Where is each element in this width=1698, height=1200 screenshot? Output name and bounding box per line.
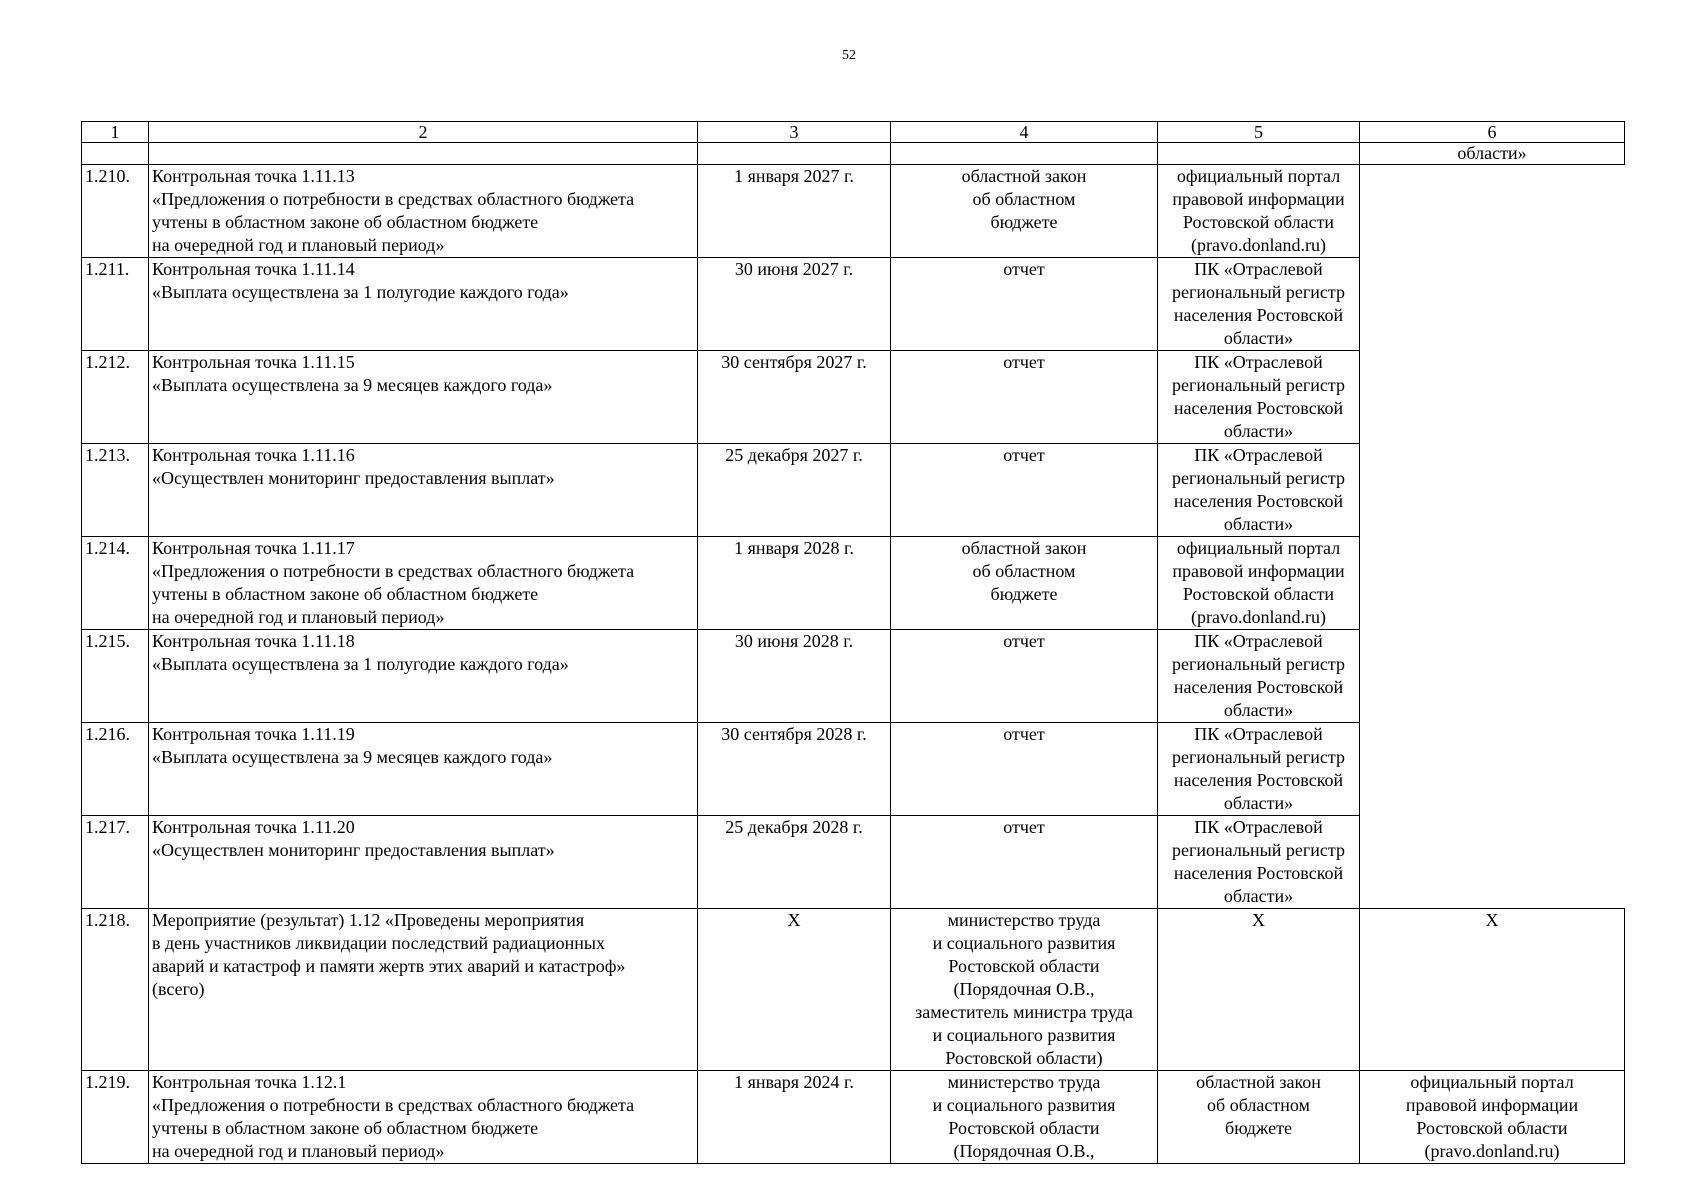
row-number: 1.217. bbox=[82, 816, 149, 909]
document-cell-line: отчет bbox=[1003, 631, 1045, 651]
source-cell-line: населения Ростовской bbox=[1173, 677, 1344, 697]
column-number: 2 bbox=[149, 122, 698, 143]
description-cell-line: Контрольная точка 1.11.20 bbox=[152, 817, 355, 837]
date-cell: 1 января 2024 г. bbox=[698, 1071, 891, 1164]
source-cell-line: ПК «Отраслевой bbox=[1194, 724, 1323, 744]
continuation-row bbox=[82, 143, 1625, 165]
source-cell-line: ПК «Отраслевой bbox=[1194, 445, 1323, 465]
description-cell-line: «Осуществлен мониторинг предоставления выплат» bbox=[152, 840, 555, 860]
table-row bbox=[82, 165, 1625, 258]
source-cell bbox=[1360, 909, 1625, 1071]
document-cell-line: отчет bbox=[1003, 724, 1045, 744]
document-cell bbox=[1158, 909, 1360, 1071]
source-cell: области» bbox=[1360, 143, 1625, 165]
row-number: 1.215. bbox=[82, 630, 149, 723]
description-cell bbox=[149, 630, 698, 723]
description-cell-line: Контрольная точка 1.11.13 bbox=[152, 166, 355, 186]
source-cell-line: (pravo.donland.ru) bbox=[1424, 1141, 1560, 1161]
column-number: 4 bbox=[891, 122, 1158, 143]
source-cell-line: ПК «Отраслевой bbox=[1194, 352, 1323, 372]
source-cell-line: ПК «Отраслевой bbox=[1194, 259, 1323, 279]
source-cell bbox=[1158, 630, 1360, 723]
source-cell-line: правовой информации bbox=[1172, 189, 1345, 209]
source-cell-line: правовой информации bbox=[1172, 561, 1345, 581]
source-cell-line: официальный портал bbox=[1410, 1072, 1574, 1092]
description-cell bbox=[149, 258, 698, 351]
date-cell: 30 сентября 2027 г. bbox=[698, 351, 891, 444]
source-cell-line: официальный портал bbox=[1176, 538, 1341, 558]
document-cell-line: об областном bbox=[1207, 1095, 1310, 1115]
cell bbox=[1158, 143, 1360, 165]
control-points-group bbox=[82, 165, 1625, 909]
row-number: 1.218. bbox=[82, 909, 149, 1071]
column-number: 5 bbox=[1158, 122, 1360, 143]
table-row bbox=[82, 444, 1625, 537]
source-cell-line: населения Ростовской bbox=[1173, 305, 1344, 325]
source-cell-line: X bbox=[1485, 910, 1499, 930]
description-cell-line: учтены в областном законе об областном бюджете bbox=[152, 1118, 539, 1138]
date-cell: X bbox=[698, 909, 891, 1071]
source-cell-line: региональный регистр bbox=[1172, 654, 1345, 674]
description-cell bbox=[149, 351, 698, 444]
column-numbers-row bbox=[82, 122, 1625, 143]
document-cell bbox=[891, 537, 1158, 630]
date-cell: 30 июня 2028 г. bbox=[698, 630, 891, 723]
source-cell bbox=[1158, 258, 1360, 351]
date-cell: 30 сентября 2028 г. bbox=[698, 723, 891, 816]
description-cell-line: (всего) bbox=[152, 979, 205, 999]
event-rows bbox=[82, 909, 1625, 1164]
source-cell bbox=[1158, 165, 1360, 258]
row-number: 1.213. bbox=[82, 444, 149, 537]
description-cell-line: в день участников ликвидации последствий радиационных bbox=[152, 933, 605, 953]
table-row bbox=[82, 258, 1625, 351]
document-cell-line: бюджете bbox=[990, 212, 1058, 232]
description-cell bbox=[149, 723, 698, 816]
description-cell bbox=[149, 909, 698, 1071]
document-cell bbox=[1158, 1071, 1360, 1164]
document-cell-line: областной закон bbox=[1196, 1072, 1321, 1092]
source-cell-line: ПК «Отраслевой bbox=[1194, 817, 1323, 837]
source-cell bbox=[1158, 444, 1360, 537]
description-cell-line: учтены в областном законе об областном бюджете bbox=[152, 212, 539, 232]
source-cell-line: правовой информации bbox=[1405, 1095, 1579, 1115]
responsible-cell bbox=[891, 909, 1158, 1071]
cell bbox=[82, 143, 149, 165]
source-cell-line: официальный портал bbox=[1176, 166, 1341, 186]
date-cell: 1 января 2027 г. bbox=[698, 165, 891, 258]
description-cell-line: «Осуществлен мониторинг предоставления выплат» bbox=[152, 468, 555, 488]
document-cell-line: бюджете bbox=[1225, 1118, 1292, 1138]
source-cell bbox=[1158, 351, 1360, 444]
description-cell bbox=[149, 444, 698, 537]
source-cell-line: региональный регистр bbox=[1172, 468, 1345, 488]
description-cell-line: Контрольная точка 1.12.1 bbox=[152, 1072, 347, 1092]
document-cell-line: отчет bbox=[1003, 352, 1045, 372]
description-cell-line: «Выплата осуществлена за 1 полугодие каждого года» bbox=[152, 654, 569, 674]
description-cell-line: «Выплата осуществлена за 1 полугодие каждого года» bbox=[152, 282, 569, 302]
source-cell-line: региональный регистр bbox=[1172, 375, 1345, 395]
description-cell-line: «Предложения о потребности в средствах областного бюджета bbox=[152, 189, 635, 209]
responsible-cell-line: заместитель министра труда bbox=[915, 1002, 1133, 1022]
column-number: 3 bbox=[698, 122, 891, 143]
table-row bbox=[82, 630, 1625, 723]
document-cell bbox=[891, 723, 1158, 816]
page-number: 52 bbox=[842, 48, 856, 63]
source-cell-line: населения Ростовской bbox=[1173, 398, 1344, 418]
document-cell-line: отчет bbox=[1003, 259, 1045, 279]
table-row bbox=[82, 351, 1625, 444]
description-cell-line: Контрольная точка 1.11.17 bbox=[152, 538, 355, 558]
responsible-cell-line: министерство труда bbox=[947, 910, 1101, 930]
document-cell-line: об областном bbox=[972, 561, 1076, 581]
responsible-cell-line: (Порядочная О.В., bbox=[953, 979, 1095, 999]
document-cell-line: отчет bbox=[1003, 445, 1045, 465]
document-cell-line: об областном bbox=[972, 189, 1076, 209]
description-cell-line: «Выплата осуществлена за 9 месяцев каждого года» bbox=[152, 375, 553, 395]
row-number: 1.214. bbox=[82, 537, 149, 630]
column-number: 6 bbox=[1360, 122, 1625, 143]
source-cell-line: области» bbox=[1223, 514, 1294, 534]
cell bbox=[149, 143, 698, 165]
source-cell bbox=[1158, 723, 1360, 816]
document-cell bbox=[891, 816, 1158, 909]
description-cell-line: Мероприятие (результат) 1.12 «Проведены мероприятия bbox=[152, 910, 585, 930]
cell bbox=[698, 143, 891, 165]
description-cell-line: аварий и катастроф и памяти жертв этих аварий и катастроф» bbox=[152, 956, 626, 976]
row-number: 1.210. bbox=[82, 165, 149, 258]
description-cell bbox=[149, 816, 698, 909]
responsible-cell bbox=[891, 1071, 1158, 1164]
source-cell-line: Ростовской области bbox=[1182, 212, 1335, 232]
source-cell-line: (pravo.donland.ru) bbox=[1191, 235, 1326, 255]
description-cell-line: Контрольная точка 1.11.19 bbox=[152, 724, 355, 744]
description-cell-line: «Выплата осуществлена за 9 месяцев каждого года» bbox=[152, 747, 553, 767]
document-cell-line: X bbox=[1252, 910, 1265, 930]
document-cell bbox=[891, 258, 1158, 351]
column-number: 1 bbox=[82, 122, 149, 143]
description-cell-line: Контрольная точка 1.11.18 bbox=[152, 631, 355, 651]
source-cell-line: населения Ростовской bbox=[1173, 863, 1344, 883]
table-row bbox=[82, 816, 1625, 909]
table-row bbox=[82, 723, 1625, 816]
description-cell-line: на очередной год и плановый период» bbox=[152, 235, 445, 255]
responsible-cell-line: и социального развития bbox=[932, 1095, 1116, 1115]
row-number: 1.212. bbox=[82, 351, 149, 444]
source-cell-line: области» bbox=[1223, 328, 1294, 348]
responsible-cell-line: Ростовской области bbox=[948, 1118, 1100, 1138]
source-cell-line: региональный регистр bbox=[1172, 282, 1345, 302]
document-cell bbox=[891, 630, 1158, 723]
plan-table bbox=[81, 121, 1625, 1164]
document-cell bbox=[891, 444, 1158, 537]
source-cell-line: Ростовской области bbox=[1182, 584, 1335, 604]
source-cell-line: области» bbox=[1223, 886, 1294, 906]
source-cell-line: области» bbox=[1223, 793, 1294, 813]
description-cell-line: Контрольная точка 1.11.14 bbox=[152, 259, 355, 279]
row-number: 1.219. bbox=[82, 1071, 149, 1164]
document-cell bbox=[891, 165, 1158, 258]
row-number: 1.211. bbox=[82, 258, 149, 351]
date-cell: 25 декабря 2028 г. bbox=[698, 816, 891, 909]
source-cell bbox=[1158, 537, 1360, 630]
table-row bbox=[82, 909, 1625, 1071]
date-cell: 30 июня 2027 г. bbox=[698, 258, 891, 351]
table-row bbox=[82, 1071, 1625, 1164]
description-cell-line: на очередной год и плановый период» bbox=[152, 607, 445, 627]
description-cell bbox=[149, 165, 698, 258]
date-cell: 1 января 2028 г. bbox=[698, 537, 891, 630]
source-cell-line: Ростовской области bbox=[1416, 1118, 1568, 1138]
source-cell bbox=[1158, 816, 1360, 909]
responsible-cell-line: и социального развития bbox=[932, 1025, 1116, 1045]
responsible-cell-line: Ростовской области) bbox=[945, 1048, 1103, 1068]
description-cell-line: Контрольная точка 1.11.16 bbox=[152, 445, 355, 465]
description-cell-line: Контрольная точка 1.11.15 bbox=[152, 352, 355, 372]
date-cell: 25 декабря 2027 г. bbox=[698, 444, 891, 537]
source-cell-line: региональный регистр bbox=[1172, 747, 1345, 767]
source-cell bbox=[1360, 1071, 1625, 1164]
document-cell-line: областной закон bbox=[961, 538, 1087, 558]
document-cell-line: отчет bbox=[1003, 817, 1045, 837]
source-cell-line: области» bbox=[1223, 700, 1294, 720]
source-cell-line: области» bbox=[1223, 421, 1294, 441]
source-cell-line: (pravo.donland.ru) bbox=[1191, 607, 1326, 627]
responsible-cell-line: Ростовской области bbox=[948, 956, 1100, 976]
description-cell-line: «Предложения о потребности в средствах областного бюджета bbox=[152, 561, 635, 581]
responsible-cell-line: (Порядочная О.В., bbox=[953, 1141, 1095, 1161]
responsible-cell-line: министерство труда bbox=[947, 1072, 1101, 1092]
source-cell-line: населения Ростовской bbox=[1173, 491, 1344, 511]
responsible-cell-line: и социального развития bbox=[932, 933, 1116, 953]
description-cell-line: «Предложения о потребности в средствах областного бюджета bbox=[152, 1095, 635, 1115]
source-cell-line: населения Ростовской bbox=[1173, 770, 1344, 790]
document-cell-line: областной закон bbox=[961, 166, 1087, 186]
document-cell bbox=[891, 351, 1158, 444]
source-cell-line: региональный регистр bbox=[1172, 840, 1345, 860]
description-cell bbox=[149, 537, 698, 630]
description-cell-line: учтены в областном законе об областном бюджете bbox=[152, 584, 539, 604]
row-number: 1.216. bbox=[82, 723, 149, 816]
description-cell bbox=[149, 1071, 698, 1164]
description-cell-line: на очередной год и плановый период» bbox=[152, 1141, 445, 1161]
document-cell-line: бюджете bbox=[990, 584, 1058, 604]
table-row bbox=[82, 537, 1625, 630]
responsible-cell-merged bbox=[891, 143, 1158, 165]
source-cell-line: ПК «Отраслевой bbox=[1194, 631, 1323, 651]
